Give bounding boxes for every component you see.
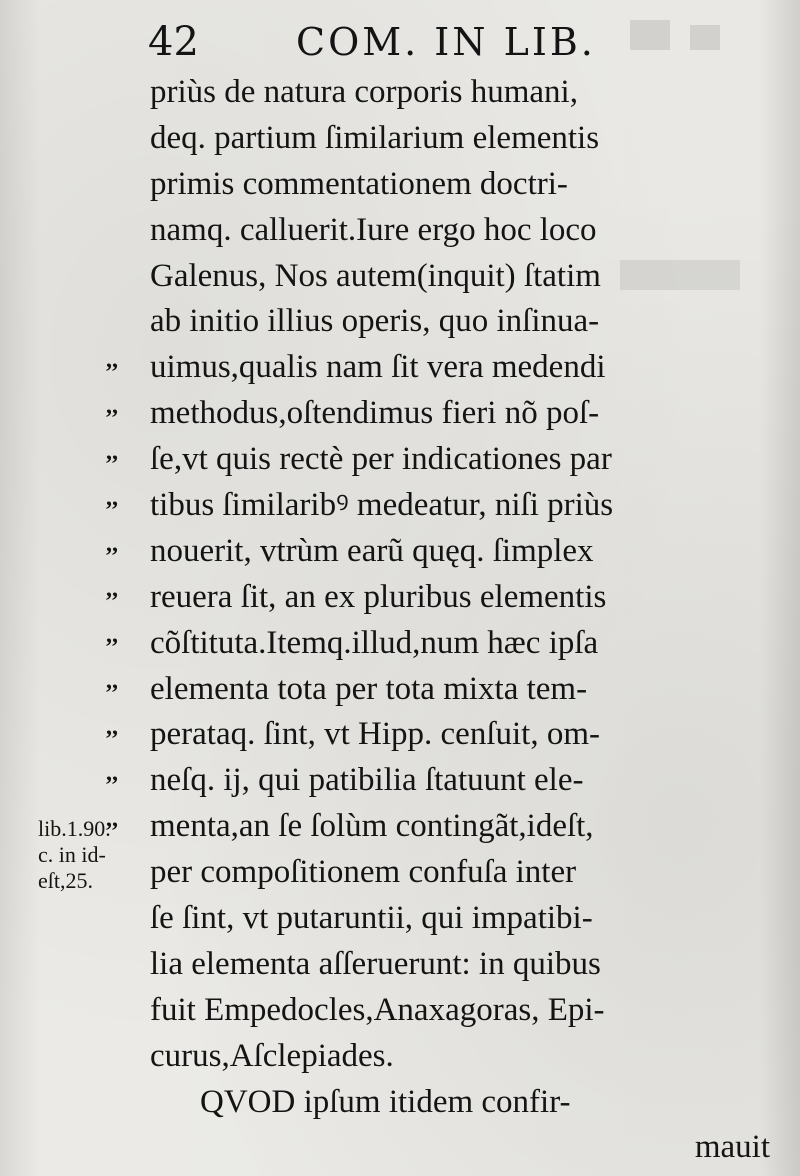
page-number: 42 (148, 19, 199, 65)
text-line: perataq. ſint, vt Hipp. cenſuit, om- (150, 716, 600, 753)
catchword: mauit (694, 1129, 770, 1166)
quote-mark: ,, (106, 760, 118, 787)
text-line: per compoſitionem confuſa inter (150, 854, 577, 891)
text-line: priùs de natura corporis humani, (150, 74, 578, 110)
text-line: ab initio illius operis, quo inſinua- (150, 303, 600, 340)
text-line: cõſtituta.Itemq.illud,num hæc ipſa (150, 624, 599, 661)
margin-note-line: lib.1.90. (38, 816, 111, 841)
quotation-marks-column (106, 340, 136, 845)
text-line: deq. partium ſimilarium elementis (150, 119, 600, 156)
quote-mark: ,, (106, 347, 118, 373)
text-line: elementa tota per tota mixta tem- (150, 670, 588, 707)
text-line: Galenus, Nos autem(inquit) ſtatim (150, 257, 601, 294)
quote-mark: ,, (106, 714, 118, 741)
quote-mark: ,, (106, 484, 118, 511)
text-line: ſe,vt quis rectè per indicationes par (150, 441, 612, 478)
text-line: methodus,oſtendimus fieri nõ poſ- (150, 395, 600, 432)
quote-mark: ,, (106, 805, 118, 832)
text-line: curus,Aſclepiades. (150, 1037, 394, 1074)
text-line: fuit Empedocles,Anaxagoras, Epi- (150, 991, 605, 1028)
text-line: reuera ſit, an ex pluribus elementis (150, 578, 607, 615)
text-line: namq. calluerit.Iure ergo hoc loco (150, 211, 597, 248)
margin-note (38, 816, 148, 894)
quote-mark: ,, (106, 576, 118, 603)
text-line: tibus ſimilaribꝰ medeatur, niſi priùs (150, 487, 614, 524)
quote-mark: ,, (106, 668, 118, 695)
body-text (150, 70, 780, 1171)
text-line: lia elementa aſſeruerunt: in quibus (150, 945, 601, 982)
text-line: menta,an ſe ſolùm contingãt,ideſt, (150, 808, 594, 845)
quote-mark: ,, (106, 622, 118, 649)
margin-note-line: c. in id- (38, 842, 106, 867)
quote-mark: ,, (106, 530, 118, 557)
quote-mark: ,, (106, 438, 118, 465)
text-line: neſq. ij, qui patibilia ſtatuunt ele- (150, 762, 584, 799)
text-line: uimus,qualis nam ſit vera medendi (150, 349, 606, 386)
text-line: ſe ſint, vt putaruntii, qui impatibi- (150, 900, 593, 937)
page-header (148, 12, 648, 68)
quote-mark: ,, (106, 392, 118, 419)
text-line: primis commentationem doctri- (150, 165, 568, 202)
section-opening-line: QVOD ipſum itidem confir- (200, 1083, 571, 1120)
margin-note-line: eſt,25. (38, 868, 93, 893)
running-title: COM. IN LIB. (296, 20, 596, 64)
text-line: nouerit, vtrùm earũ quęq. ſimplex (150, 532, 594, 569)
